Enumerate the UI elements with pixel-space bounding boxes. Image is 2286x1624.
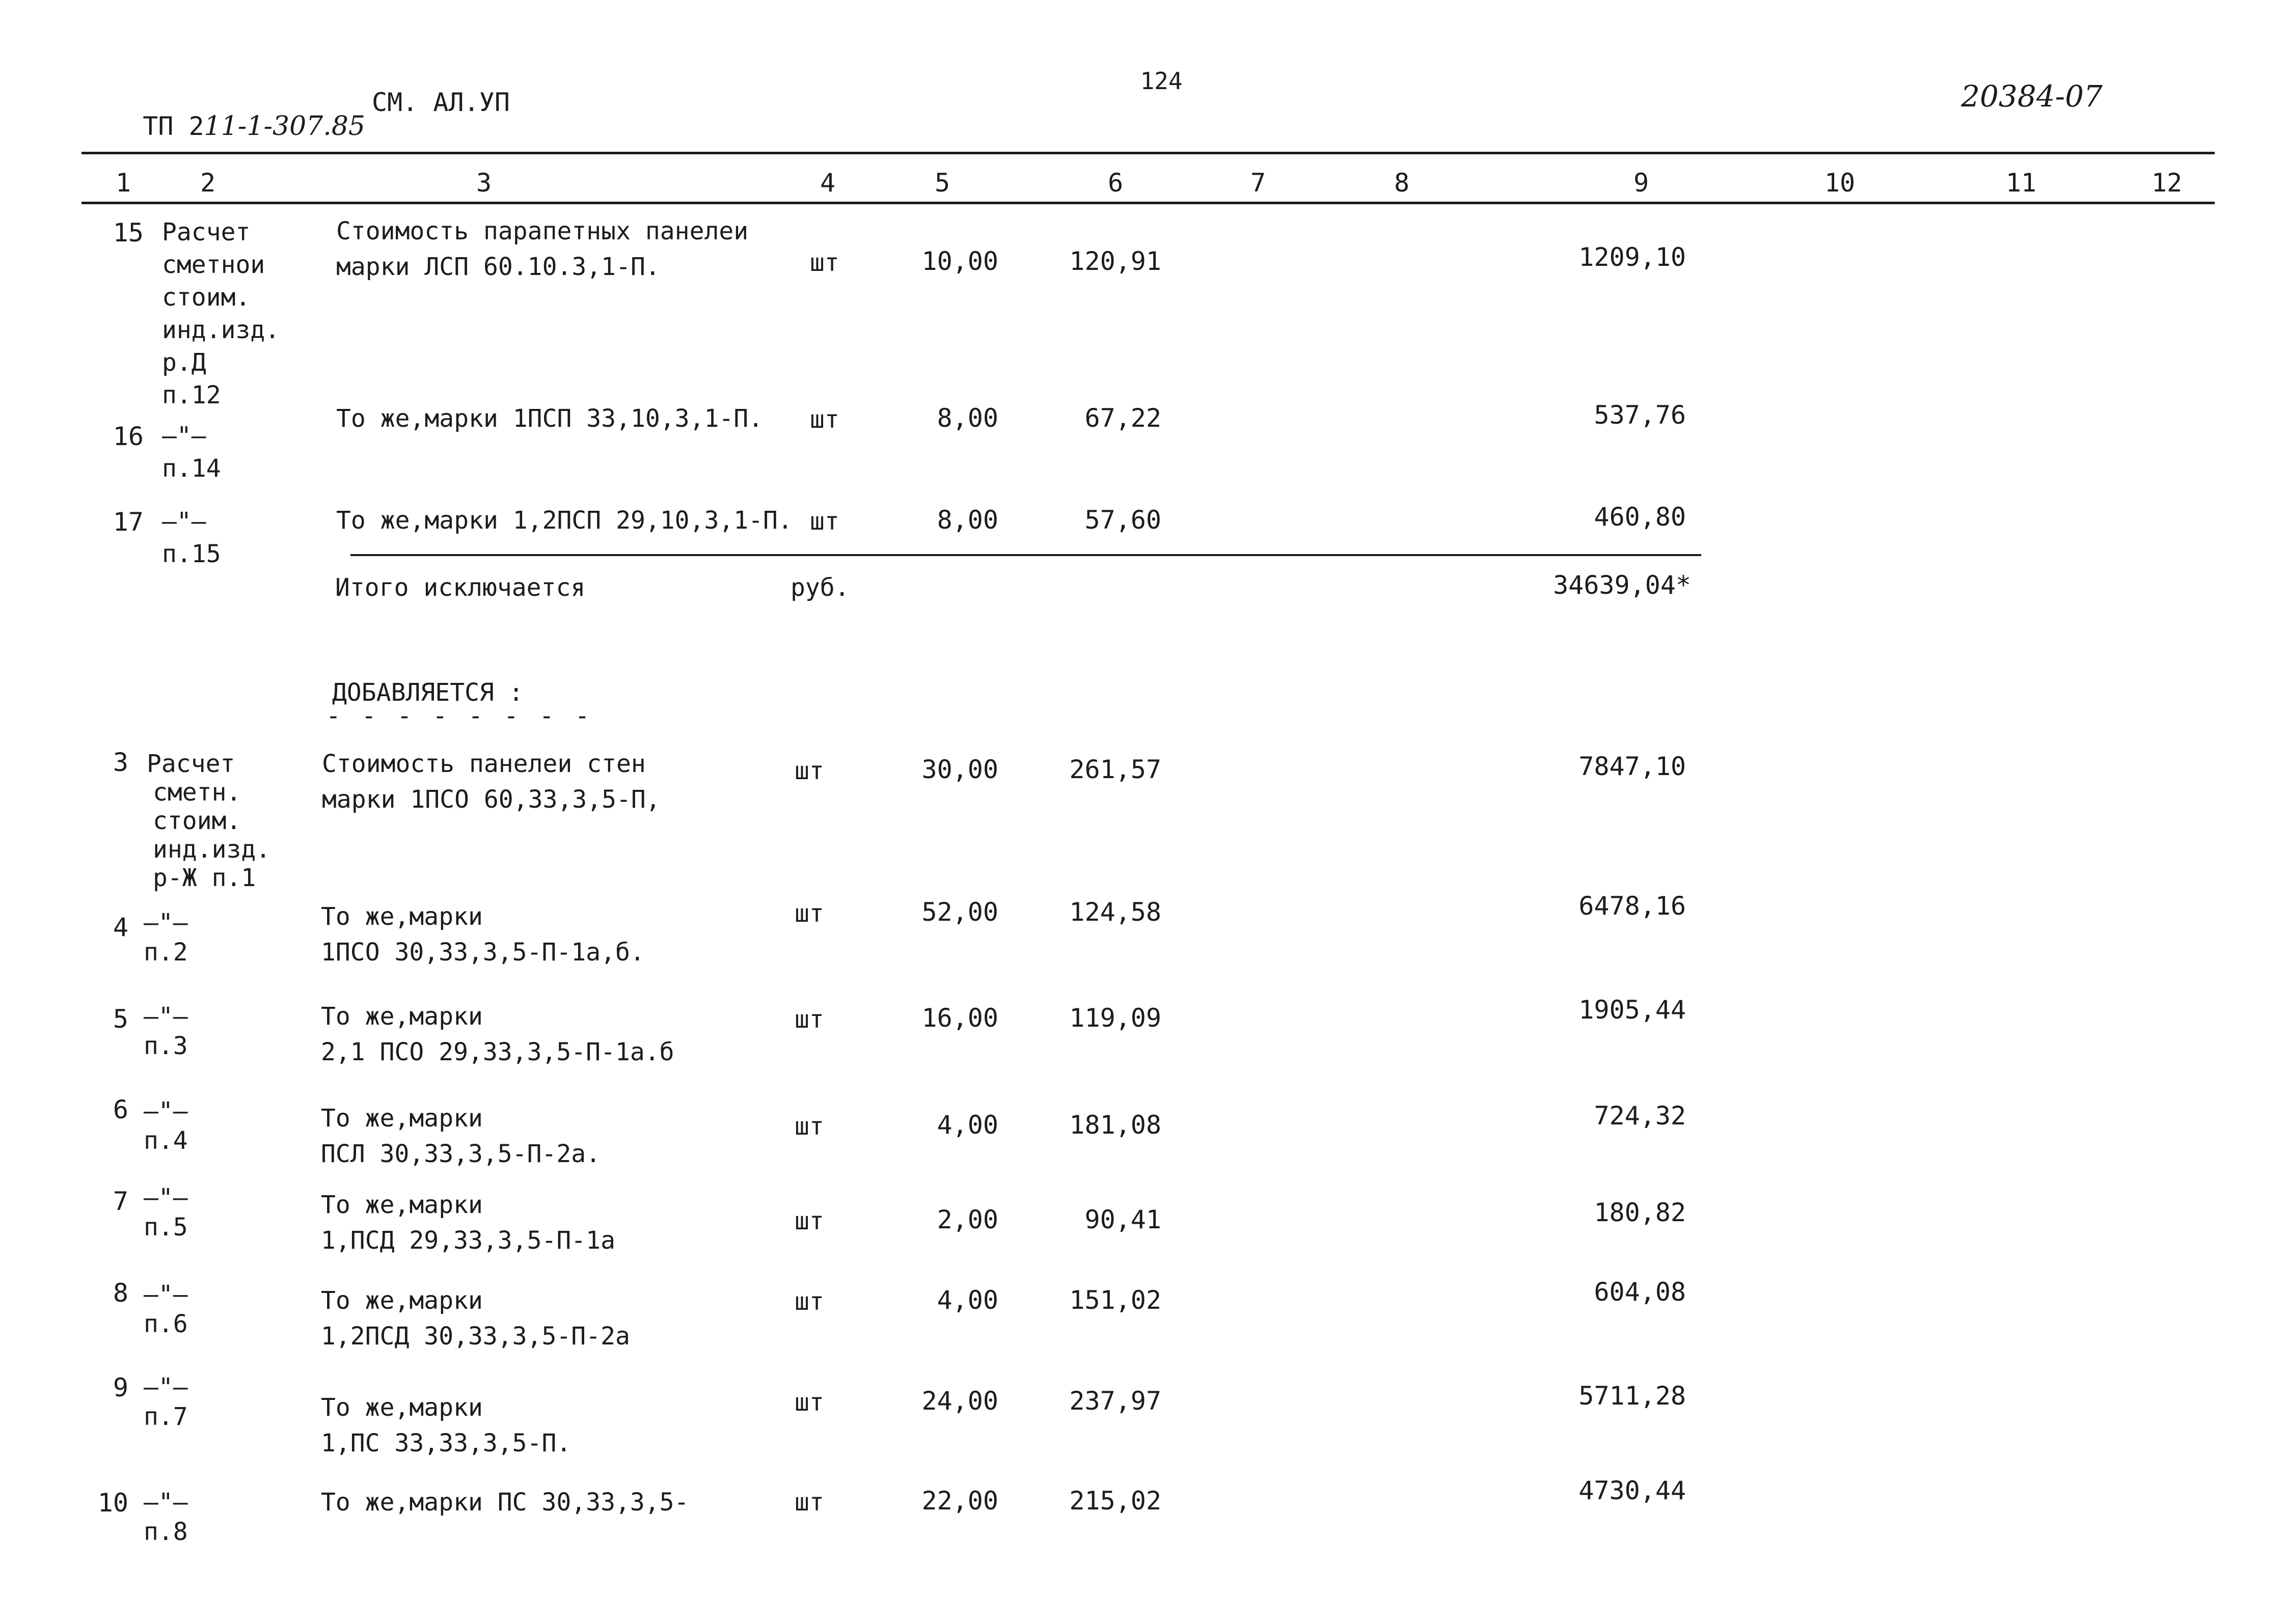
row-number: 5 <box>113 1004 128 1034</box>
subtotal-unit: руб. <box>791 573 850 602</box>
row-total: 5711,28 <box>1579 1381 1686 1411</box>
doc-ref-handwritten: 11-1-307.85 <box>204 111 365 142</box>
row-total: 724,32 <box>1594 1101 1686 1131</box>
row-total: 1905,44 <box>1579 995 1686 1025</box>
row-reference-line: п.5 <box>144 1213 188 1242</box>
row-description-line: То же,марки <box>321 1286 483 1315</box>
row-number: 3 <box>113 748 128 777</box>
row-quantity: 52,00 <box>921 897 998 927</box>
row-reference-line: стоим. <box>153 807 241 835</box>
row-quantity: 24,00 <box>921 1386 998 1416</box>
row-unit: шт <box>795 1207 824 1235</box>
subtotal-total: 34639,04* <box>1553 570 1691 600</box>
row-description-line: 1,2ПСД 30,33,3,5-П-2а <box>321 1322 630 1351</box>
row-number: 7 <box>113 1187 128 1216</box>
row-unit-price: 90,41 <box>1084 1205 1161 1234</box>
row-reference-line: п.3 <box>144 1032 188 1060</box>
row-reference-line: —"— <box>144 1373 188 1401</box>
row-number: 10 <box>97 1488 128 1518</box>
row-reference-line: сметнои <box>162 251 265 279</box>
doc-ref <box>112 88 365 140</box>
row-description-line: марки 1ПСО 60,33,3,5-П, <box>322 785 661 814</box>
row-quantity: 16,00 <box>921 1003 998 1033</box>
row-description-line: То же,марки <box>321 1002 483 1031</box>
row-reference-line: —"— <box>144 1280 188 1309</box>
row-reference-line: р-Ж п.1 <box>153 864 256 892</box>
row-number: 6 <box>113 1095 128 1124</box>
row-reference-line: п.8 <box>144 1518 188 1546</box>
row-total: 460,80 <box>1594 502 1686 532</box>
row-reference-line: —"— <box>162 422 206 450</box>
row-description-line: То же,марки ПС 30,33,3,5- <box>321 1488 689 1517</box>
column-number-1: 1 <box>115 168 131 198</box>
row-description-line: Стоимость парапетных панелеи <box>336 217 749 245</box>
row-quantity: 2,00 <box>937 1205 998 1234</box>
row-description-line: марки ЛСП 60.10.3,1-П. <box>336 253 660 281</box>
row-total: 1209,10 <box>1579 242 1686 272</box>
row-reference-line: —"— <box>144 1097 188 1125</box>
row-total: 6478,16 <box>1579 891 1686 921</box>
row-quantity: 10,00 <box>921 246 998 276</box>
row-reference-line: инд.изд. <box>153 835 271 864</box>
row-number: 9 <box>113 1373 128 1402</box>
row-reference-line: —"— <box>144 1002 188 1031</box>
row-unit-price: 237,97 <box>1069 1386 1161 1416</box>
row-total: 537,76 <box>1594 400 1686 430</box>
row-description-line: То же,марки <box>321 902 483 931</box>
row-number: 17 <box>113 507 144 537</box>
row-reference-line: п.4 <box>144 1126 188 1155</box>
section-underline: - - - - - - - - <box>326 702 593 730</box>
row-reference-line: стоим. <box>162 283 251 312</box>
column-number-11: 11 <box>2005 168 2037 198</box>
row-description-line: То же,марки <box>321 1191 483 1219</box>
row-total: 4730,44 <box>1579 1476 1686 1505</box>
row-unit-price: 151,02 <box>1069 1285 1161 1315</box>
row-unit-price: 261,57 <box>1069 755 1161 784</box>
row-unit: шт <box>795 757 824 785</box>
row-description-line: 1ПСО 30,33,3,5-П-1а,б. <box>321 938 645 967</box>
row-description-line: ПСЛ 30,33,3,5-П-2а. <box>321 1140 601 1168</box>
row-reference-line: п.12 <box>162 381 221 409</box>
row-description-line: 1,ПС 33,33,3,5-П. <box>321 1429 572 1457</box>
column-number-6: 6 <box>1107 168 1124 198</box>
row-reference-line: п.6 <box>144 1310 188 1338</box>
row-unit-price: 215,02 <box>1069 1486 1161 1516</box>
row-unit-price: 181,08 <box>1069 1110 1161 1140</box>
row-reference-line: р.Д <box>162 348 206 377</box>
row-description-line: Стоимость панелеи стен <box>322 750 646 778</box>
row-reference-line: п.14 <box>162 454 221 483</box>
page-number: 124 <box>1140 67 1183 95</box>
row-reference-line: п.7 <box>144 1402 188 1431</box>
row-number: 16 <box>113 422 144 451</box>
row-description-line: 2,1 ПСО 29,33,3,5-П-1а.б <box>321 1038 674 1066</box>
row-unit-price: 120,91 <box>1069 246 1161 276</box>
row-reference-line: —"— <box>144 1488 188 1517</box>
row-reference-line: сметн. <box>153 778 241 807</box>
row-reference-line: п.2 <box>144 938 188 967</box>
column-number-2: 2 <box>200 168 216 198</box>
row-reference-line: Расчет <box>162 218 251 246</box>
row-quantity: 30,00 <box>921 755 998 784</box>
row-description-line: То же,марки 1ПСП 33,10,3,1-П. <box>336 404 764 433</box>
row-unit: шт <box>795 1287 824 1316</box>
row-total: 604,08 <box>1594 1277 1686 1307</box>
row-unit-price: 57,60 <box>1084 505 1161 535</box>
row-description-line: 1,ПСД 29,33,3,5-П-1а <box>321 1226 615 1255</box>
column-number-10: 10 <box>1824 168 1856 198</box>
row-number: 8 <box>113 1278 128 1308</box>
row-unit: шт <box>795 1488 824 1517</box>
row-reference-line: —"— <box>144 1183 188 1212</box>
section-added-heading: ДОБАВЛЯЕТСЯ : <box>332 678 524 707</box>
row-unit: шт <box>795 1005 824 1034</box>
row-reference-line: инд.изд. <box>162 316 280 344</box>
sheet-ref: СМ. АЛ.УП <box>372 88 510 117</box>
column-number-5: 5 <box>934 168 950 198</box>
row-unit-price: 119,09 <box>1069 1003 1161 1033</box>
column-number-8: 8 <box>1394 168 1410 198</box>
row-number: 4 <box>113 913 128 942</box>
column-number-9: 9 <box>1633 168 1649 198</box>
row-unit: шт <box>795 899 824 928</box>
table-header-rule <box>81 202 2215 204</box>
column-number-7: 7 <box>1250 168 1266 198</box>
row-number: 15 <box>113 218 144 247</box>
row-unit-price: 124,58 <box>1069 897 1161 927</box>
row-reference-line: —"— <box>162 507 206 536</box>
column-number-12: 12 <box>2151 168 2183 198</box>
row-unit: шт <box>810 249 839 277</box>
row-reference-line: —"— <box>144 909 188 937</box>
column-number-3: 3 <box>476 168 492 198</box>
row-quantity: 22,00 <box>921 1486 998 1516</box>
row-total: 180,82 <box>1594 1198 1686 1227</box>
row-unit-price: 67,22 <box>1084 403 1161 433</box>
row-total: 7847,10 <box>1579 752 1686 781</box>
column-number-4: 4 <box>820 168 836 198</box>
row-reference-line: п.15 <box>162 540 221 568</box>
row-unit: шт <box>810 405 839 434</box>
row-unit: шт <box>795 1112 824 1141</box>
row-unit: шт <box>810 507 839 536</box>
row-quantity: 8,00 <box>937 403 998 433</box>
subtotal-rule <box>350 554 1701 556</box>
row-quantity: 4,00 <box>937 1285 998 1315</box>
row-description-line: То же,марки <box>321 1104 483 1133</box>
doc-ref-typed: ТП 2 <box>143 112 204 141</box>
row-unit: шт <box>795 1388 824 1417</box>
row-reference-line: Расчет <box>147 750 235 778</box>
subtotal-label: Итого исключается <box>335 573 586 602</box>
row-description-line: То же,марки 1,2ПСП 29,10,3,1-П. <box>336 506 793 535</box>
row-quantity: 8,00 <box>937 505 998 535</box>
row-description-line: То же,марки <box>321 1393 483 1422</box>
table-top-rule <box>81 152 2215 154</box>
row-quantity: 4,00 <box>937 1110 998 1140</box>
inventory-number: 20384-07 <box>1961 79 2103 114</box>
